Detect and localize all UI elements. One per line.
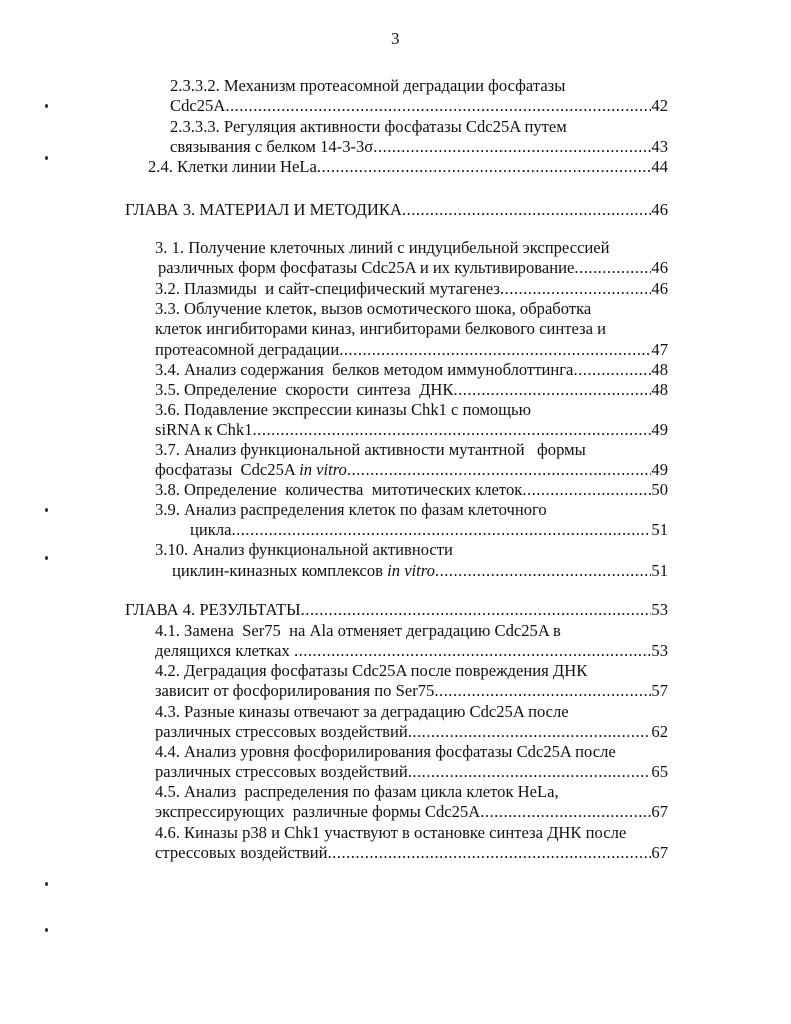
toc-entry-line: [155, 822, 626, 844]
toc-entry-line: [155, 318, 606, 340]
toc-entry-title: различных форм фосфатазы Cdc25A и их культивирование: [158, 258, 575, 277]
toc-entry: [155, 761, 668, 783]
scan-mark: [45, 508, 48, 512]
dot-leader: [301, 599, 652, 621]
dot-leader: [408, 761, 652, 783]
toc-page-number: 48: [651, 360, 668, 379]
toc-entry: [155, 640, 668, 662]
toc-page-number: 46: [651, 258, 668, 277]
dot-leader: [522, 479, 651, 501]
toc-entry: [155, 419, 668, 441]
toc-entry-title: Cdc25A: [170, 96, 226, 115]
scan-mark: [45, 104, 48, 108]
dot-leader: [317, 156, 652, 178]
toc-entry-title: 3.9. Анализ распределения клеток по фазам клеточного: [155, 500, 547, 519]
dot-leader: [253, 419, 652, 441]
toc-entry-title: различных стрессовых воздействий: [155, 722, 408, 741]
toc-entry: [155, 278, 668, 300]
toc-page-number: 51: [651, 561, 668, 580]
toc-entry-title: 3.5. Определение скорости синтеза ДНК: [155, 380, 454, 399]
toc-entry-title: 3.7. Анализ функциональной активности мутантной формы: [155, 440, 586, 459]
toc-entry: [155, 721, 668, 743]
toc-entry: [125, 599, 668, 621]
toc-entry-title: циклин-киназных комплексов: [172, 561, 388, 580]
toc-entry-line: [155, 439, 586, 461]
toc-entry: [155, 842, 668, 864]
toc-entry-title: экспрессирующих различные формы Cdc25A: [155, 802, 481, 821]
toc-entry-title: ГЛАВА 3. МАТЕРИАЛ И МЕТОДИКА: [125, 200, 402, 219]
toc-page-number: 53: [651, 600, 668, 619]
toc-entry-title: клеток ингибиторами киназ, ингибиторами белкового синтеза и: [155, 319, 607, 338]
toc-page-number: 67: [651, 802, 668, 821]
toc-entry-title: ГЛАВА 4. РЕЗУЛЬТАТЫ: [125, 600, 301, 619]
toc-entry-line: [170, 116, 567, 138]
toc-entry: [155, 339, 668, 361]
toc-entry: [155, 459, 668, 481]
dot-leader: [408, 721, 652, 743]
toc-entry-title: 4.3. Разные киназы отвечают за деградацию Cdc25A после: [155, 702, 569, 721]
toc-entry-title: связывания с белком 14-3-3σ: [170, 137, 374, 156]
toc-entry: [190, 519, 668, 541]
toc-entry-line: [155, 499, 547, 521]
toc-entry-line: [155, 620, 561, 642]
toc-entry-title: зависит от фосфорилирования по Ser75: [155, 681, 435, 700]
toc-entry: [170, 95, 668, 117]
toc-entry-title: различных стрессовых воздействий: [155, 762, 408, 781]
dot-leader: [294, 640, 651, 662]
toc-entry: [155, 379, 668, 401]
toc-entry-line: [170, 75, 565, 97]
dot-leader: [347, 459, 652, 481]
dot-leader: [225, 95, 651, 117]
toc-entry-title: 3.3. Облучение клеток, вызов осмотического шока, обработка: [155, 299, 592, 318]
toc-page-number: 43: [651, 137, 668, 156]
dot-leader: [402, 199, 651, 221]
toc-entry: [155, 680, 668, 702]
toc-entry-title: 3.10. Анализ функциональной активности: [155, 540, 453, 559]
toc-entry-title: 2.4. Клетки линии HeLa: [148, 157, 317, 176]
toc-entry-line: [155, 298, 591, 320]
toc-page-number: 51: [651, 520, 668, 539]
toc-entry-line: [155, 660, 587, 682]
toc-entry: [155, 479, 668, 501]
toc-entry-italic: in vitro: [387, 561, 435, 580]
toc-entry-title: 4.6. Киназы p38 и Chk1 участвуют в остановке синтеза ДНК после: [155, 823, 627, 842]
toc-entry: [172, 560, 668, 582]
toc-entry-title: 4.4. Анализ уровня фосфорилирования фосфатазы Cdc25A после: [155, 742, 616, 761]
toc-entry-title: стрессовых воздействий: [155, 843, 328, 862]
toc-entry-title: 4.5. Анализ распределения по фазам цикла клеток HeLa,: [155, 782, 559, 801]
toc-entry-line: [155, 781, 559, 803]
dot-leader: [373, 136, 651, 158]
toc-page-number: 67: [651, 843, 668, 862]
toc-entry: [158, 257, 668, 279]
toc-entry-title: фосфатазы Cdc25A: [155, 460, 300, 479]
toc-page-number: 46: [651, 200, 668, 219]
toc-page-number: 48: [651, 380, 668, 399]
toc-entry: [148, 156, 668, 178]
toc-entry-title: 2.3.3.2. Механизм протеасомной деградации фосфатазы: [170, 76, 566, 95]
dot-leader: [574, 257, 651, 279]
toc-entry-line: [155, 399, 531, 421]
toc-entry-title: 3. 1. Получение клеточных линий с индуцибельной экспрессией: [155, 238, 610, 257]
toc-entry: [125, 199, 668, 221]
dot-leader: [434, 680, 651, 702]
toc-page-number: 47: [651, 340, 668, 359]
toc-entry-title: siRNA к Chk1: [155, 420, 253, 439]
page-number: 3: [391, 29, 400, 48]
toc-entry-line: [155, 701, 569, 723]
toc-entry-title: 3.8. Определение количества митотических клеток: [155, 480, 523, 499]
toc-entry-line: [155, 237, 610, 259]
toc-page-number: 44: [651, 157, 668, 176]
toc-entry: [155, 359, 668, 381]
toc-entry-title: 4.1. Замена Ser75 на Ala отменяет деградацию Cdc25A в: [155, 621, 561, 640]
toc-page-number: 62: [651, 722, 668, 741]
toc-entry-title: 3.4. Анализ содержания белков методом иммуноблоттинга: [155, 360, 574, 379]
dot-leader: [328, 842, 652, 864]
toc-page-number: 65: [651, 762, 668, 781]
dot-leader: [453, 379, 651, 401]
toc-entry: [170, 136, 668, 158]
dot-leader: [231, 519, 651, 541]
toc-entry: [155, 801, 668, 823]
toc-entry-italic: in vitro: [299, 460, 347, 479]
toc-entry-title: 4.2. Деградация фосфатазы Cdc25A после повреждения ДНК: [155, 661, 588, 680]
toc-page-number: 53: [651, 641, 668, 660]
dot-leader: [500, 278, 651, 300]
toc-page-number: 50: [651, 480, 668, 499]
toc-entry-title: 3.6. Подавление экспрессии киназы Chk1 с помощью: [155, 400, 531, 419]
toc-entry-title: протеасомной деградации: [155, 340, 340, 359]
toc-entry-title: цикла: [190, 520, 232, 539]
toc-entry-title: 3.2. Плазмиды и сайт-специфический мутагенез: [155, 279, 500, 298]
dot-leader: [435, 560, 651, 582]
scan-mark: [45, 928, 48, 932]
toc-entry-line: [155, 539, 453, 561]
toc-page-number: 49: [651, 460, 668, 479]
toc-entry-title: делящихся клетках: [155, 641, 294, 660]
toc-page-number: 42: [651, 96, 668, 115]
dot-leader: [480, 801, 651, 823]
dot-leader: [573, 359, 651, 381]
toc-entry-title: 2.3.3.3. Регуляция активности фосфатазы Cdc25A путем: [170, 117, 567, 136]
scan-mark: [45, 882, 48, 886]
toc-page-number: 57: [651, 681, 668, 700]
scan-mark: [45, 156, 48, 160]
toc-page-number: 46: [651, 279, 668, 298]
toc-page-number: 49: [651, 420, 668, 439]
toc-entry-line: [155, 741, 616, 763]
scan-mark: [45, 556, 48, 560]
dot-leader: [339, 339, 651, 361]
